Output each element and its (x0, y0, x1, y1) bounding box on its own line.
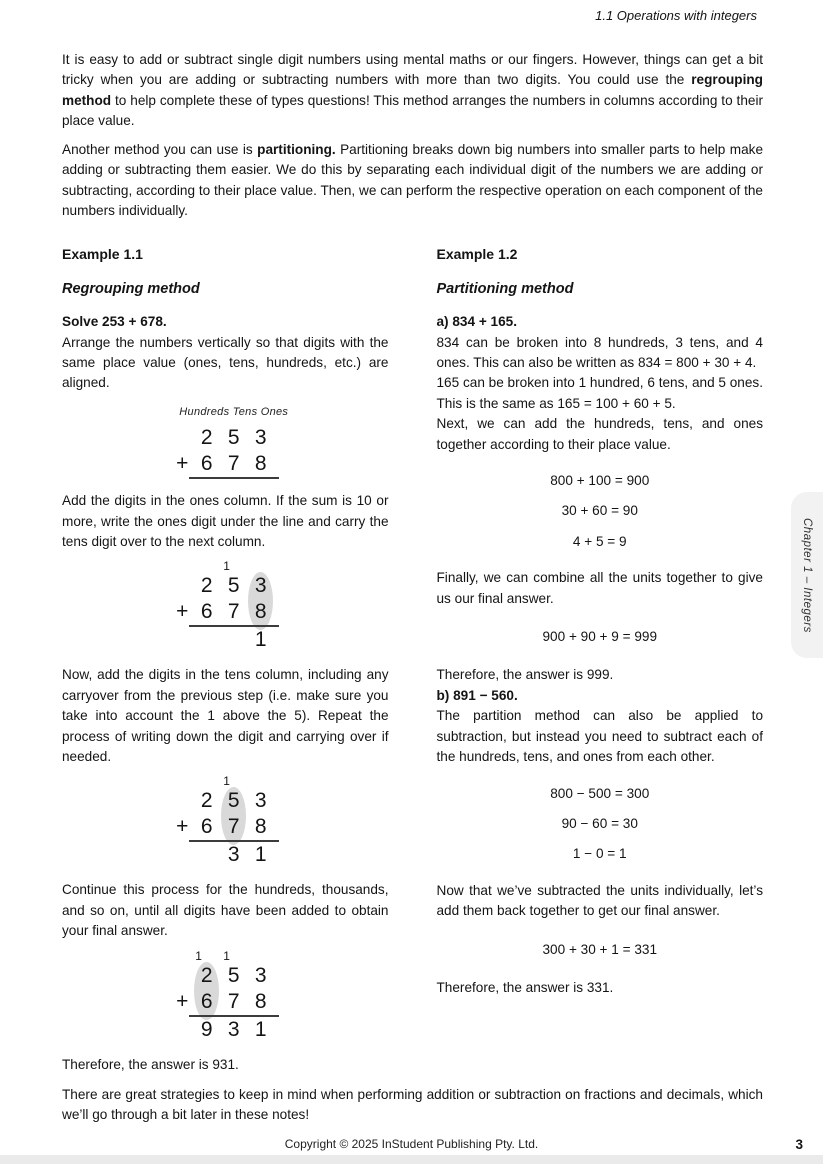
example-1-1-problem: Solve 253 + 678. (62, 314, 167, 330)
carry-digit: 1 (223, 948, 230, 963)
equation: 90 − 60 = 30 (561, 815, 638, 831)
example-1-1-conclusion: Therefore, the answer is 931. (62, 1056, 239, 1072)
column-addition-hundreds-step (62, 950, 389, 1043)
example-1-1-step3: Now, add the digits in the tens column, including any carryover from the previous step (i.e. make sure you take into account the 1 above the 5). Repeat the process of writing down the digit and carrying over if needed. (62, 667, 389, 765)
plus-sign: + (176, 989, 189, 1013)
equation: 30 + 60 = 90 (561, 503, 638, 519)
closing-paragraph: There are great strategies to keep in mind when performing addition or subtraction on fractions and decimals, which we’ll go through a bit later in these notes! (62, 1087, 763, 1123)
plus-sign: + (176, 815, 189, 839)
column-addition-setup (62, 402, 389, 479)
carry-row (171, 950, 279, 963)
example-1-2-column (437, 244, 764, 1075)
part-a-text-3: Next, we can add the hundreds, tens, and ones together according to their place value. (436, 416, 763, 452)
intro-paragraph-1 (62, 50, 763, 131)
addend-top-row: 2 5 3 (200, 426, 267, 450)
chapter-tab-label: Chapter 1 – Integers (801, 517, 813, 633)
equation: 4 + 5 = 9 (572, 533, 627, 549)
sum-line (189, 477, 279, 479)
page-content (62, 50, 763, 1126)
carry-row (171, 775, 279, 788)
section-header: 1.1 Operations with integers (595, 8, 757, 23)
chapter-side-tab (791, 492, 823, 658)
carry-digit: 1 (223, 774, 230, 789)
addend-bottom-row: + 6 7 8 (171, 814, 279, 840)
addend-top-row: 2 5 3 (200, 789, 267, 813)
addend-bottom-row: + 6 7 8 (171, 599, 279, 625)
part-b-conclusion: Therefore, the answer is 331. (436, 979, 614, 995)
equation: 800 − 500 = 300 (550, 785, 650, 801)
example-1-2-method: Partitioning method (436, 280, 574, 297)
carry-digit: 1 (195, 948, 202, 963)
part-b-text-1: The partition method can also be applied to subtraction, but instead you need to subtract each of the hundreds, tens, and ones from each other. (436, 708, 763, 765)
equation: 1 − 0 = 1 (572, 846, 627, 862)
intro-p1-bold: regrouping method (62, 72, 763, 108)
addend-bottom-row: + 6 7 8 (171, 451, 279, 477)
part-a-text-2: 165 can be broken into 1 hundred, 6 tens, and 5 ones. This is the same as 165 = 100 + 60 + 5. (436, 375, 763, 411)
example-1-1-step1: Arrange the numbers vertically so that digits with the same place value (ones, tens, hundreds, etc.) are aligned. (62, 334, 389, 391)
plus-sign: + (176, 452, 189, 476)
copyright-line: Copyright © 2025 InStudent Publishing Pty. Ltd. (284, 1137, 539, 1151)
example-1-1-method: Regrouping method (62, 280, 200, 297)
place-value-labels: Hundreds Tens Ones (179, 405, 289, 418)
carry-row (171, 560, 279, 573)
addend-top-row: 2 5 3 (200, 963, 267, 987)
part-b-final-equation: 300 + 30 + 1 = 331 (542, 941, 658, 957)
example-1-2-part-a: a) 834 + 165. (436, 314, 517, 330)
example-1-2-part-b: b) 891 − 560. (436, 687, 518, 703)
intro-p1-post: to help complete these of types questions! This method arranges the numbers in columns according to their place value. (62, 92, 763, 128)
plus-sign: + (176, 600, 189, 624)
bottom-edge-bar (0, 1155, 823, 1164)
example-1-1-title: Example 1.1 (62, 246, 143, 263)
example-1-2-title: Example 1.2 (436, 246, 518, 263)
intro-p1-pre: It is easy to add or subtract single digit numbers using mental maths or our fingers. However, things can get a bit tricky when you are adding or subtracting numbers with more than two digits. You could use the (62, 52, 763, 88)
example-1-1-step2: Add the digits in the ones column. If the sum is 10 or more, write the ones digit under the line and carry the tens digit over to the next column. (62, 493, 389, 550)
result-row: 9 3 1 (200, 1017, 267, 1041)
part-a-text-4: Finally, we can combine all the units together to give us our final answer. (436, 570, 763, 606)
part-a-final-equation: 900 + 90 + 9 = 999 (542, 629, 658, 645)
part-b-equations (437, 784, 764, 865)
part-a-text-1: 834 can be broken into 8 hundreds, 3 tens, and 4 ones. This can also be written as 834 = 800 + 30 + 4. (436, 334, 763, 370)
result-row: 1 (254, 628, 267, 652)
addend-bottom-row: + 6 7 8 (171, 989, 279, 1015)
equation: 800 + 100 = 900 (550, 473, 650, 489)
column-addition-tens-step (62, 775, 389, 868)
intro-p2-pre: Another method you can use is (62, 142, 258, 158)
example-1-1-column (62, 244, 389, 1075)
part-b-text-2: Now that we’ve subtracted the units individually, let’s add them back together to get our final answer. (436, 882, 763, 919)
intro-paragraph-2 (62, 140, 763, 221)
result-row: 3 1 (227, 843, 267, 867)
page-number: 3 (795, 1137, 803, 1152)
intro-p2-post: Partitioning breaks down big numbers into smaller parts to help make adding or subtracting them easier. We do this by separating each individual digit of the numbers we are adding or subtracting, according to their place value. Then, we can perform the respective operation on each component of the numbers individually. (62, 142, 764, 219)
carry-digit: 1 (223, 559, 230, 574)
column-addition-ones-step (62, 560, 389, 653)
addend-top-row: 2 5 3 (200, 574, 267, 598)
two-column-examples (62, 244, 763, 1075)
part-a-conclusion: Therefore, the answer is 999. (436, 667, 614, 683)
part-a-equations (437, 471, 764, 552)
example-1-1-step4: Continue this process for the hundreds, thousands, and so on, until all digits have been added to obtain your final answer. (62, 882, 389, 939)
intro-p2-bold: partitioning. (257, 142, 336, 158)
